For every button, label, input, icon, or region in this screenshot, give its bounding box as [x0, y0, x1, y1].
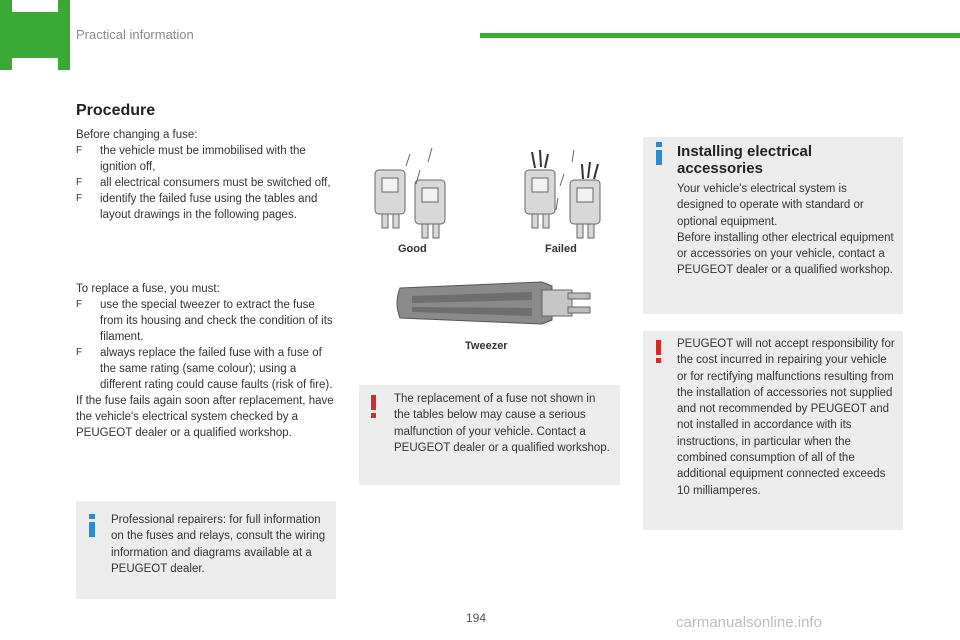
- before-list: [76, 143, 338, 223]
- list-item: F use the special tweezer to extract the fuse from its housing and check the condition of its filament.: [76, 299, 333, 343]
- fuse-comparison-illustration: [360, 140, 620, 250]
- label-failed: Failed: [545, 243, 577, 255]
- closing-text: If the fuse fails again soon after replacement, have the vehicle's electrical system checked by a PEUGEOT dealer or a qualified workshop.: [76, 395, 334, 439]
- watermark: carmanualsonline.info: [676, 614, 822, 631]
- installing-heading: Installing electrical accessories: [677, 143, 813, 177]
- procedure-heading: Procedure: [76, 102, 156, 119]
- info-icon: [89, 514, 99, 537]
- list-item: F all electrical consumers must be switched off,: [76, 177, 331, 189]
- replace-intro: To replace a fuse, you must:: [76, 283, 220, 295]
- label-good: Good: [398, 243, 427, 255]
- warning-box-fuse: [359, 385, 620, 485]
- warning-box-responsibility: [643, 331, 903, 530]
- warning-box-fuse-text: The replacement of a fuse not shown in the tables below may cause a serious malfunction of your vehicle. Contact a PEUGEOT dealer or a qualified workshop.: [394, 393, 610, 454]
- warning-icon: [656, 340, 662, 363]
- replace-list: [76, 297, 338, 393]
- tweezer-illustration: [392, 276, 602, 332]
- warning-box-responsibility-text: PEUGEOT will not accept responsibility for the cost incurred in repairing your vehicle or for rectifying malfunctions resulting from the installation of accessories not supplied and not recommended by PEUGEOT and not installed in accordance with its instructions, in particular when the combined consumption of all of the additional equipment connected exceeds 10 milliamperes.: [677, 338, 895, 497]
- replace-section: [76, 281, 338, 441]
- list-item: F always replace the failed fuse with a fuse of the same rating (same colour); using a different rating could cause faults (risk of fire).: [76, 347, 333, 391]
- warning-icon: [371, 395, 377, 418]
- installing-text: Your vehicle's electrical system is designed to operate with standard or optional equipment. Before installing other electrical equipment or accessories on your vehicle, contact a PEUGEOT dealer or a qualified workshop.: [677, 183, 894, 277]
- list-item: F identify the failed fuse using the tables and layout drawings in the following pages.: [76, 193, 318, 221]
- info-box-professional: [76, 501, 336, 599]
- good-fuse-illustration: [375, 148, 445, 238]
- section-title: Practical information: [76, 27, 194, 42]
- page-number: 194: [466, 611, 487, 625]
- header-rule: [480, 33, 960, 38]
- failed-fuse-illustration: [525, 150, 600, 238]
- list-item: F the vehicle must be immobilised with the ignition off,: [76, 145, 306, 173]
- before-changing-section: [76, 127, 338, 223]
- before-intro: Before changing a fuse:: [76, 129, 198, 141]
- label-tweezer: Tweezer: [465, 340, 508, 352]
- info-box-professional-text: Professional repairers: for full information on the fuses and relays, consult the wiring information and diagrams available at a PEUGEOT dealer.: [111, 514, 326, 575]
- info-icon: [656, 142, 666, 165]
- chapter-tab-icon: [0, 0, 70, 70]
